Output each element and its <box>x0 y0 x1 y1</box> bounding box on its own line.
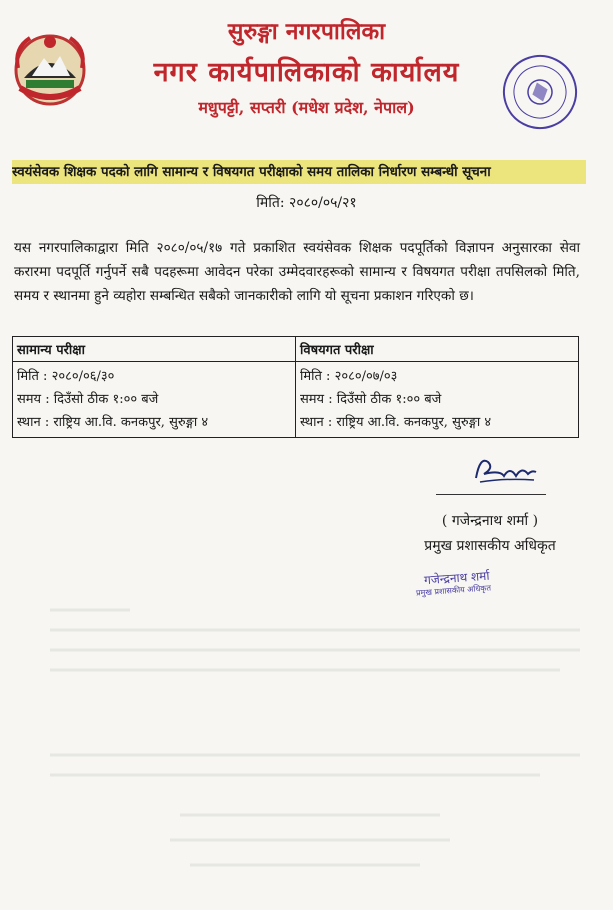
stamp-post: प्रमुख प्रशासकीय अधिकृत <box>415 583 492 598</box>
table-header-row <box>13 337 579 362</box>
general-exam-details <box>13 362 296 438</box>
subject-exam-heading: विषयगत परीक्षा <box>296 337 579 362</box>
officer-name: ( गजेन्द्रनाथ शर्मा ) <box>441 513 539 529</box>
subject-exam-date: मिति : २०८०/०७/०३ <box>300 369 398 384</box>
subject-exam-details <box>296 362 579 438</box>
notice-body: यस नगरपालिकाद्वारा मिति २०८०/०५/१७ गते प्रकाशित स्वयंसेवक शिक्षक पदपूर्तिको विज्ञापन अनुसारका सेवा करारमा पदपूर्ति गर्नुपर्ने सबै पदहरूमा आवेदन परेका उम्मेदवारहरूको सामान्य र विषयगत परीक्षा तपसिलको मिति, समय र स्थानमा हुने व्यहोरा सम्बन्धित सबैको जानकारीको लागि यो सूचना प्रकाशन गरिएको छ। <box>14 240 580 304</box>
general-exam-date: मिति : २०८०/०६/३० <box>17 369 115 384</box>
notice-date: मिति: २०८०/०५/२१ <box>256 195 357 211</box>
reverse-side-bleedthrough <box>20 600 600 910</box>
general-exam-venue: स्थान : राष्ट्रिय आ.वि. कनकपुर, सुरुङ्गा ४ <box>17 415 209 430</box>
subject-exam-venue: स्थान : राष्ट्रिय आ.वि. कनकपुर, सुरुङ्गा ४ <box>300 415 492 430</box>
table-row <box>13 362 579 438</box>
office-title: नगर कार्यपालिकाको कार्यालय <box>153 57 460 88</box>
municipality-name: सुरुङ्गा नगरपालिका <box>227 18 386 45</box>
notice-subject: स्वयंसेवक शिक्षक पदको लागि सामान्य र विषयगत परीक्षाको समय तालिका निर्धारण सम्बन्धी सूचना <box>12 160 586 184</box>
general-exam-time: समय : दिउँसो ठीक १:०० बजे <box>17 392 159 407</box>
office-address: मधुपट्टी, सप्तरी (मधेश प्रदेश, नेपाल) <box>198 98 415 117</box>
officer-post: प्रमुख प्रशासकीय अधिकृत <box>424 538 556 554</box>
handwritten-signature <box>470 448 540 488</box>
general-exam-heading: सामान्य परीक्षा <box>13 337 296 362</box>
stamp-name: गजेन्द्रनाथ शर्मा <box>423 568 490 588</box>
signature-line <box>436 494 546 495</box>
subject-exam-time: समय : दिउँसो ठीक १:०० बजे <box>300 392 442 407</box>
exam-schedule-table <box>12 336 579 438</box>
